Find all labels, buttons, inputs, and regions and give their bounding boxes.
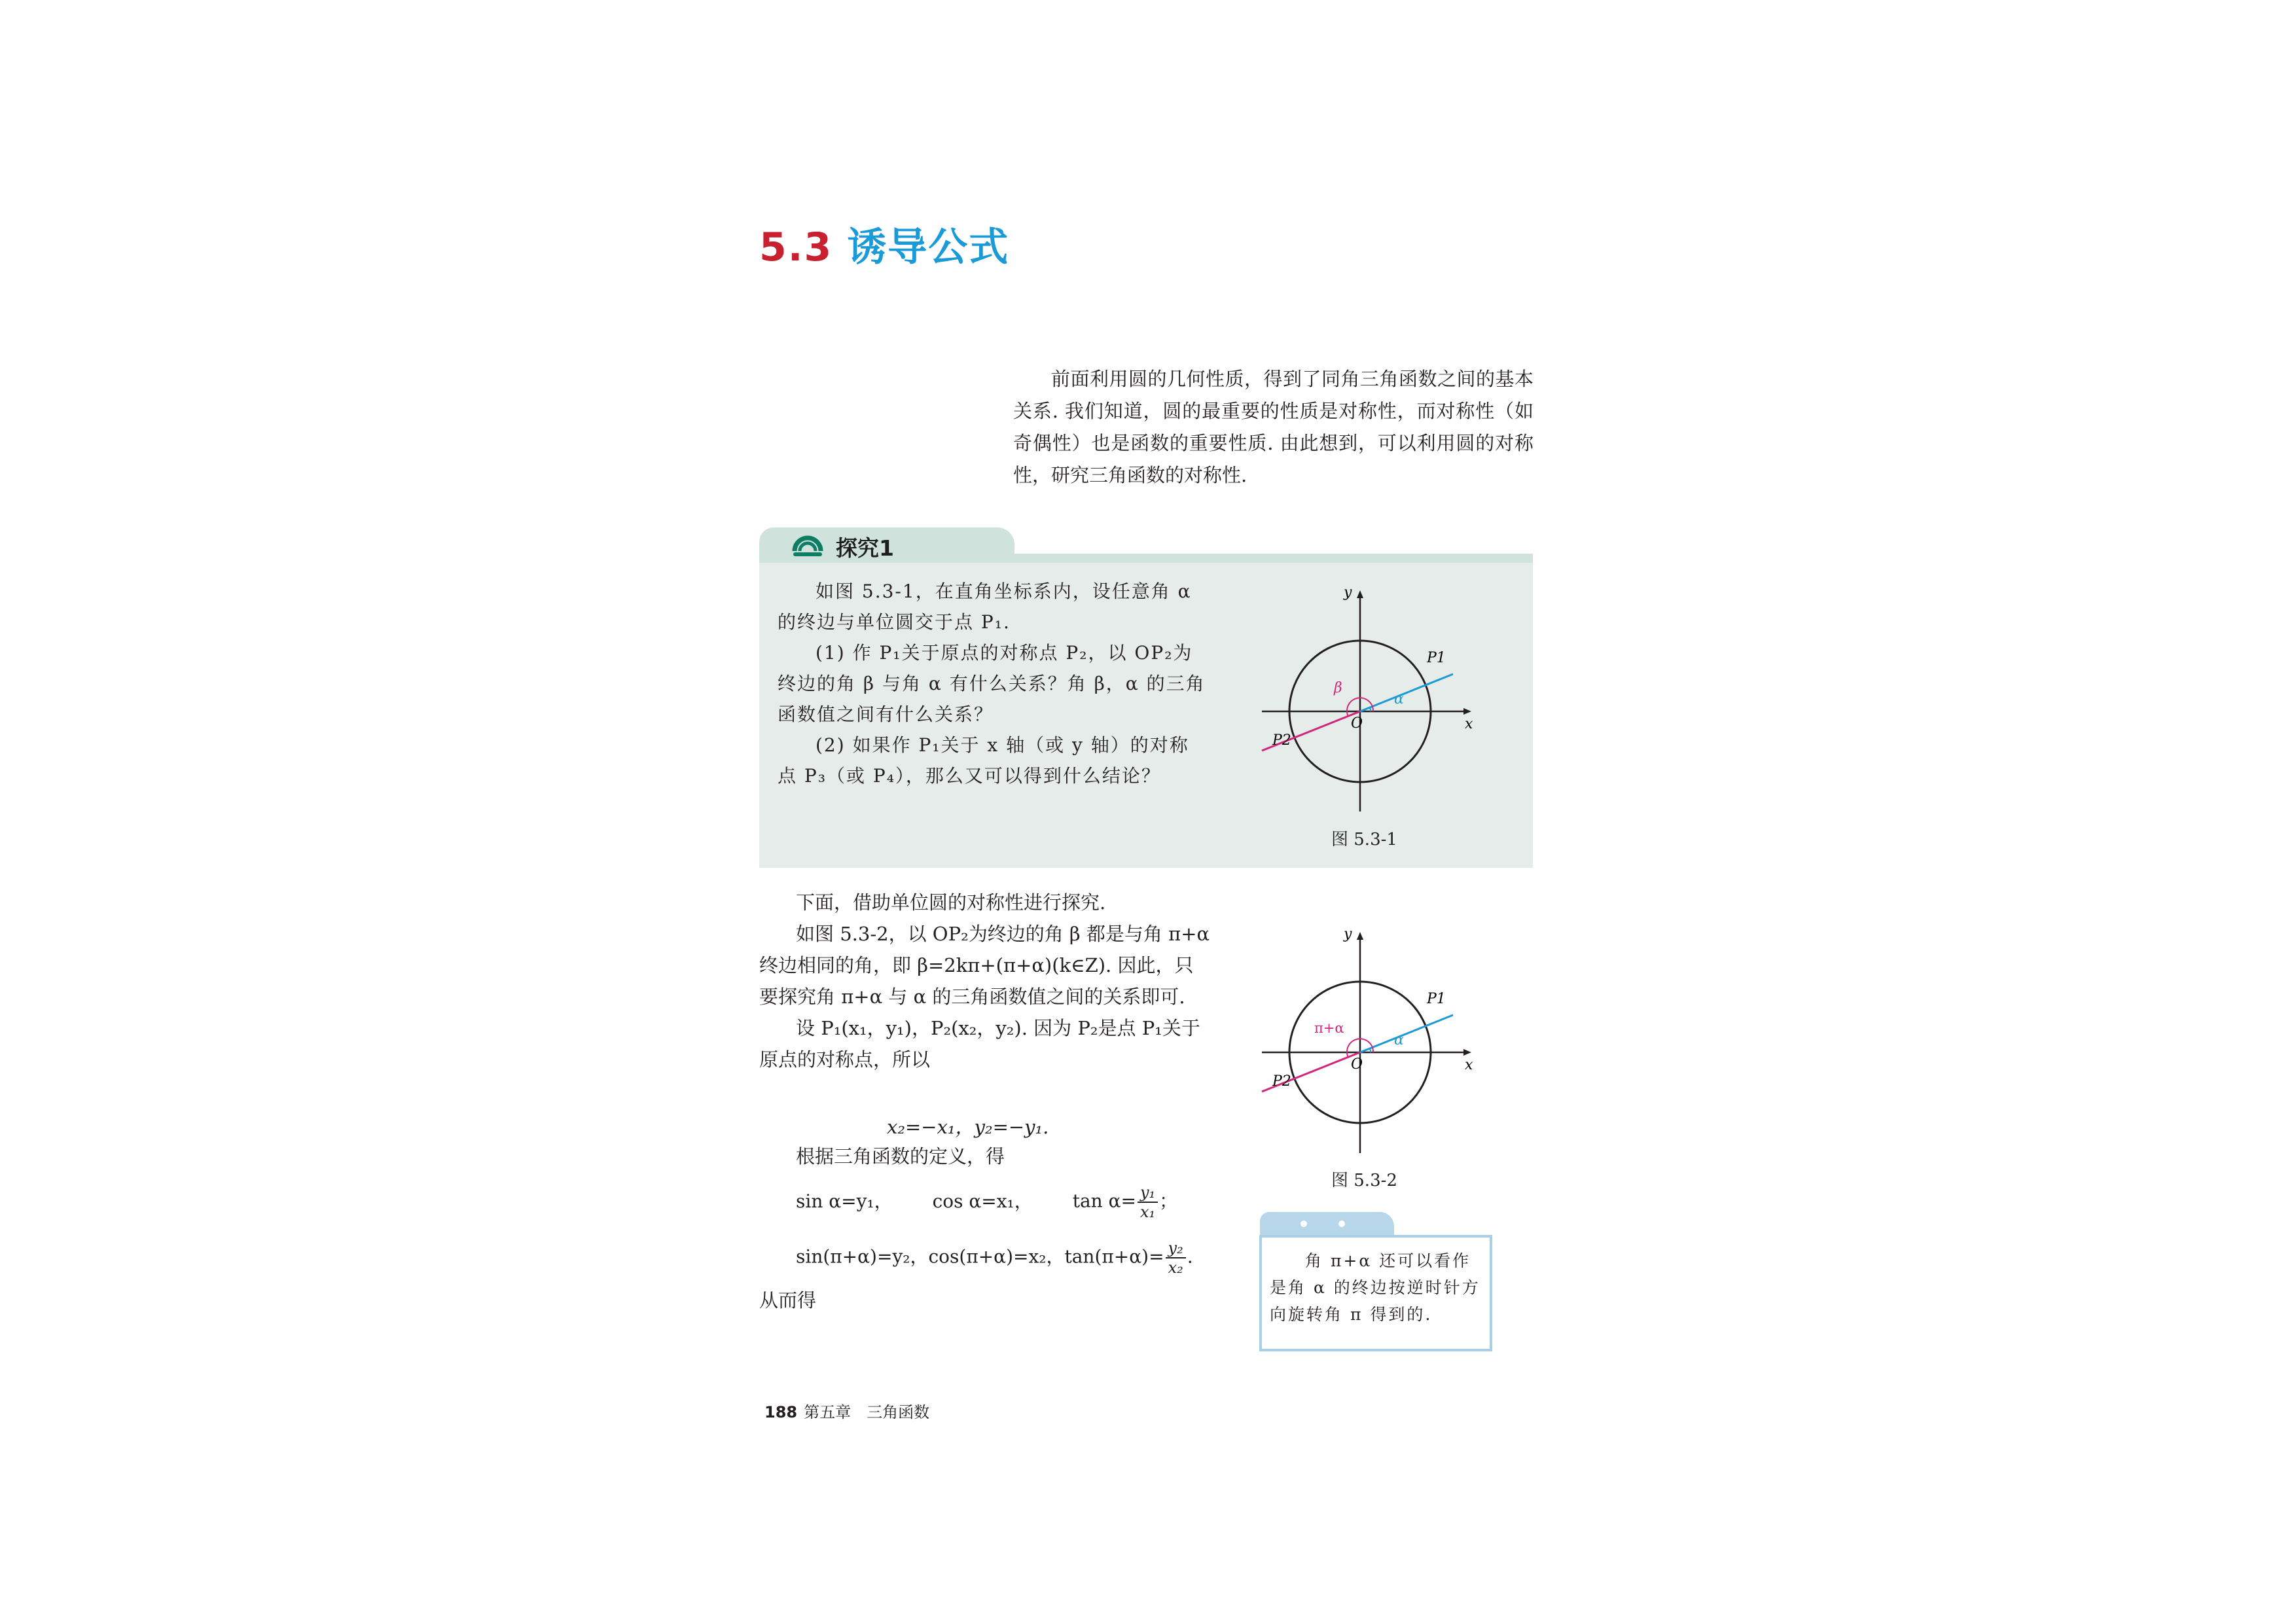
y-axis-arrow xyxy=(1357,590,1363,598)
note-tab xyxy=(1260,1212,1394,1236)
alpha-terminal-side xyxy=(1360,674,1453,711)
section-number: 5.3 xyxy=(759,224,833,270)
explore-paragraph: (2) 如果作 P₁关于 x 轴（或 y 轴）的对称点 P₃（或 P₄），那么又可以得到什么结论？ xyxy=(778,734,1189,787)
origin-label: O xyxy=(1351,715,1363,732)
alpha-label: α xyxy=(1394,1032,1404,1048)
intro-paragraph: 前面利用圆的几何性质，得到了同角三角函数之间的基本关系. 我们知道，圆的最重要的性质是对称性，而对称性（如奇偶性）也是函数的重要性质. 由此想到，可以利用圆的对称性，研究三角函数的对称性. xyxy=(1013,368,1534,486)
section-title-text: 诱导公式 xyxy=(847,224,1010,270)
conclusion-text: 从而得 xyxy=(759,1289,817,1311)
tan-fraction: $\frac{\text{y₁}}{\text{x₁}}$ xyxy=(1138,1183,1158,1221)
cos-formula: cos α=x₁， xyxy=(932,1190,1033,1212)
page-number: 188 xyxy=(764,1403,798,1421)
figure-2-caption: 图 5.3-2 xyxy=(1331,1171,1397,1190)
beta-label: β xyxy=(1334,680,1342,696)
alpha-terminal-side xyxy=(1360,1015,1453,1052)
origin-label: O xyxy=(1351,1056,1363,1073)
explore-icon xyxy=(791,531,825,560)
section-title xyxy=(759,216,1009,272)
axis-y-label: y xyxy=(1344,926,1352,942)
alpha-arc xyxy=(1370,707,1371,711)
formula-line-2: sin(π+α)=y₂，cos(π+α)=x₂，tan(π+α)= $\frac{\text{y₂}}{\text{x₂}}$ . xyxy=(796,1239,1193,1277)
axis-y-label: y xyxy=(1344,584,1352,601)
axis-x-label: x xyxy=(1465,716,1473,732)
y-axis-arrow xyxy=(1357,932,1363,940)
alpha-arc xyxy=(1370,1048,1371,1052)
alpha-label: α xyxy=(1394,691,1404,707)
body-paragraph: 如图 5.3-2，以 OP₂为终边的角 β 都是与角 π+α 终边相同的角，即 β=2kπ+(π+α)(k∈Z). 因此，只要探究角 π+α 与 α 的三角函数值之间的关系即可. xyxy=(759,923,1210,1008)
x-axis-arrow xyxy=(1463,708,1471,715)
tan-formula: tan α= xyxy=(1072,1190,1136,1212)
sin-formula: sin α=y₁， xyxy=(796,1190,893,1212)
formula-line-1: sin α=y₁， cos α=x₁， tan α= $\frac{\text{y₁}}{\text{x₁}}$ ； xyxy=(796,1183,1178,1221)
p2-label: P2 xyxy=(1272,732,1291,749)
pi-alpha-formulas: sin(π+α)=y₂，cos(π+α)=x₂，tan(π+α)= xyxy=(796,1245,1164,1268)
explore-paragraph: (1) 作 P₁关于原点的对称点 P₂，以 OP₂为终边的角 β 与角 α 有什么关系？角 β，α 的三角函数值之间有什么关系？ xyxy=(778,642,1206,725)
figure-5-3-2 xyxy=(1255,924,1478,1160)
page-footer xyxy=(764,1399,929,1422)
figure-5-3-1 xyxy=(1255,582,1478,818)
intro-text xyxy=(1013,363,1534,491)
pi-alpha-label: π+α xyxy=(1314,1020,1344,1036)
explore-text xyxy=(778,576,1206,791)
p2-label: P2 xyxy=(1272,1073,1291,1090)
explore-title: 探究1 xyxy=(836,535,894,561)
tan-pi-alpha-fraction: $\frac{\text{y₂}}{\text{x₂}}$ xyxy=(1166,1239,1186,1277)
explore-paragraph: 如图 5.3-1，在直角坐标系内，设任意角 α 的终边与单位圆交于点 P₁. xyxy=(778,580,1192,633)
note-dot-icon xyxy=(1300,1221,1307,1227)
symmetry-formula: x₂=−x₁，y₂=−y₁. xyxy=(887,1116,1049,1138)
body-paragraph: 设 P₁(x₁，y₁)，P₂(x₂，y₂). 因为 P₂是点 P₁关于原点的对称点，所以 xyxy=(759,1017,1200,1071)
x-axis-arrow xyxy=(1463,1049,1471,1056)
body-text xyxy=(759,887,1211,1075)
body-paragraph: 下面，借助单位圆的对称性进行探究. xyxy=(796,891,1106,914)
chapter-title: 第五章 三角函数 xyxy=(804,1403,930,1421)
note-dot-icon xyxy=(1338,1221,1345,1227)
definition-line: 根据三角函数的定义，得 xyxy=(796,1145,1005,1168)
p1-label: P1 xyxy=(1427,991,1446,1007)
p1-label: P1 xyxy=(1427,650,1446,666)
axis-x-label: x xyxy=(1465,1057,1473,1073)
figure-1-caption: 图 5.3-1 xyxy=(1331,830,1397,849)
note-text xyxy=(1270,1247,1480,1328)
note-paragraph: 角 π+α 还可以看作是角 α 的终边按逆时针方向旋转角 π 得到的. xyxy=(1270,1251,1480,1324)
